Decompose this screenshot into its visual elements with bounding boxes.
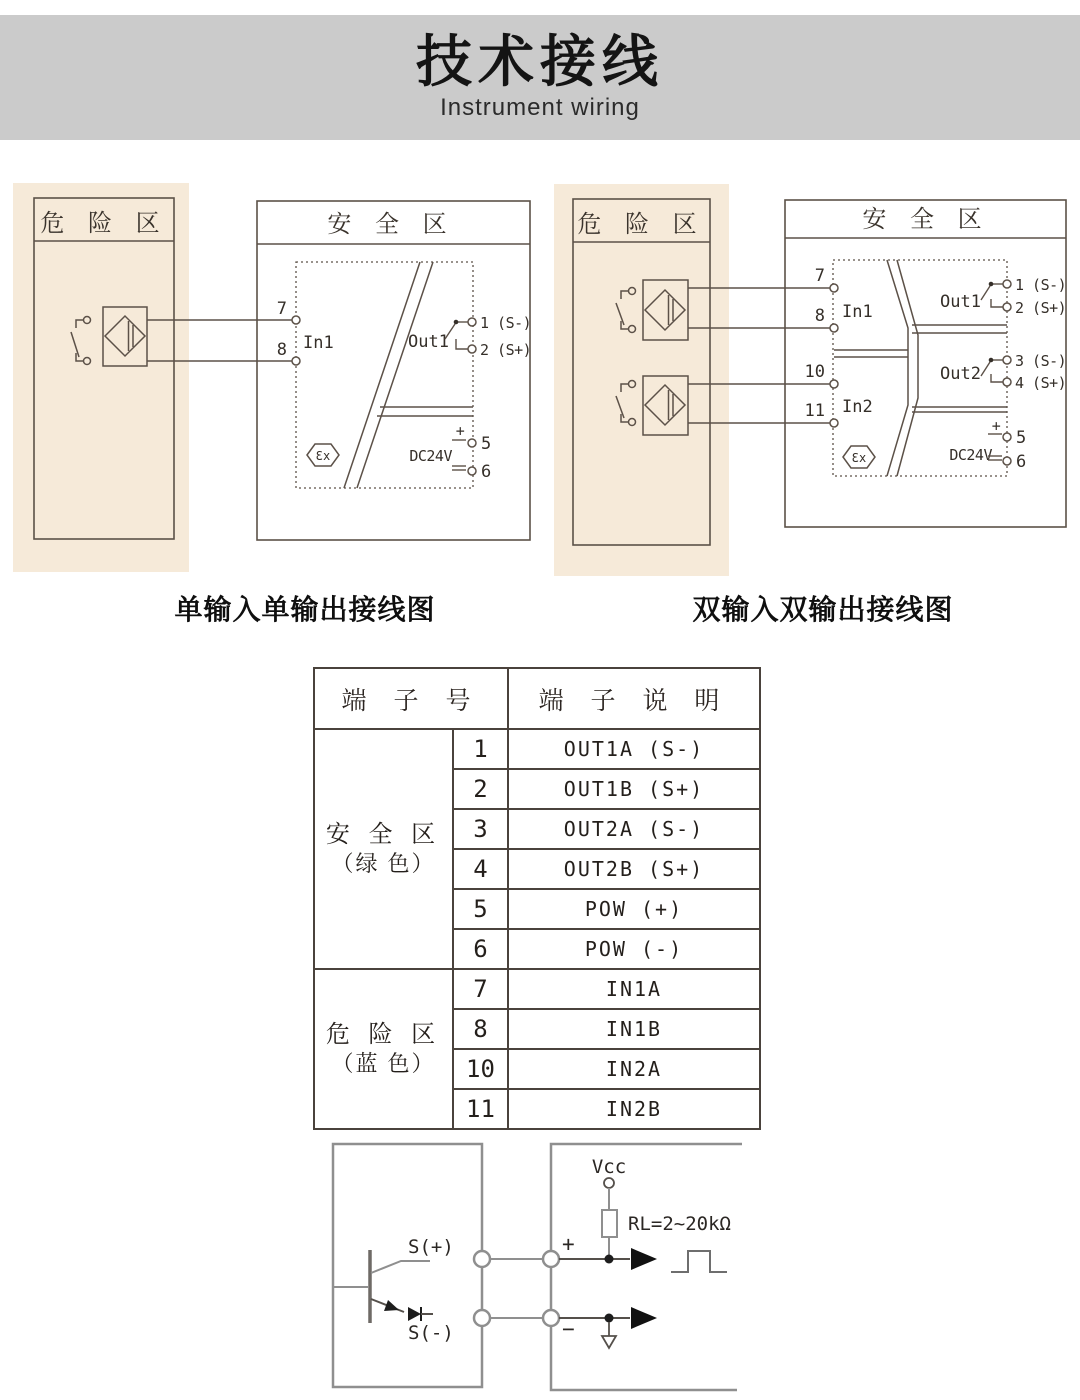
- terminal-4-label: 4 (S+): [1015, 374, 1067, 392]
- terminal-7-circle: [292, 316, 300, 324]
- column-header-terminal-description: 端 子 说 明: [508, 668, 760, 729]
- terminal-number: 10: [453, 1049, 508, 1089]
- left-terminal-plus-circle: [474, 1251, 490, 1267]
- terminal-description: OUT1B (S+): [508, 769, 760, 809]
- terminal-5-label: 5: [1016, 428, 1027, 448]
- zone-hazard-line1: 危 险 区: [325, 1021, 442, 1049]
- caption-single-io: 单输入单输出接线图: [174, 594, 436, 625]
- in1-label: In1: [303, 333, 334, 353]
- terminal-description: OUT2B (S+): [508, 849, 760, 889]
- zone-hazard-line2: （蓝 色）: [331, 1051, 436, 1077]
- terminal-link-wires: [490, 1259, 543, 1318]
- terminal-10-label: 10: [804, 362, 825, 382]
- out1-label: Out1: [408, 332, 449, 352]
- terminal-6-label: 6: [1016, 452, 1027, 472]
- terminal-2-circle: [468, 345, 476, 353]
- dc-plus-sign: +: [991, 417, 1001, 435]
- zone-safe-line1: 安 全 区: [325, 821, 442, 849]
- table-header-row: [314, 668, 760, 729]
- left-terminal-minus-circle: [474, 1310, 490, 1326]
- terminal-8-label: 8: [814, 306, 825, 326]
- zone-safe-line2: （绿 色）: [331, 851, 436, 877]
- ex-mark: Ɛx: [851, 451, 867, 465]
- zone-cell-safe: [314, 729, 453, 969]
- in2-label: In2: [842, 397, 873, 417]
- hazard-zone-title: 危 险 区: [577, 210, 705, 238]
- safe-zone-title: 安 全 区: [327, 210, 455, 238]
- hazard-zone-title: 危 险 区: [40, 209, 168, 237]
- in1-label: In1: [842, 302, 873, 322]
- diagram-dual-io: [540, 170, 1080, 590]
- ex-mark: Ɛx: [315, 449, 331, 463]
- minus-sign: −: [562, 1317, 575, 1341]
- vcc-terminal-circle: [604, 1178, 614, 1188]
- plus-output-arrow: [631, 1248, 657, 1270]
- ground-symbol: [602, 1322, 616, 1348]
- resistor-symbol: [602, 1210, 617, 1237]
- terminal-description: POW (+): [508, 889, 760, 929]
- terminal-2-circle: [1003, 303, 1011, 311]
- header-banner: [0, 15, 1080, 140]
- right-terminal-plus-circle: [543, 1251, 559, 1267]
- terminal-description: OUT2A (S-): [508, 809, 760, 849]
- terminal-description: OUT1A (S-): [508, 729, 760, 769]
- terminal-2-label: 2 (S+): [1015, 299, 1067, 317]
- terminal-7-label: 7: [276, 299, 287, 319]
- diagram-single-io: [0, 170, 540, 590]
- terminal-1-circle: [1003, 280, 1011, 288]
- circuit-right-box: [551, 1144, 742, 1390]
- circuit-left-box: [333, 1144, 482, 1387]
- terminal-5-circle: [468, 439, 476, 447]
- terminal-number: 1: [453, 729, 508, 769]
- diode-symbol: [408, 1307, 433, 1321]
- terminal-table: [313, 667, 761, 1130]
- dc24v-label: DC24V: [949, 446, 992, 464]
- terminal-5-circle: [1003, 433, 1011, 441]
- terminal-3-label: 3 (S-): [1015, 352, 1067, 370]
- out2-junction-dot: [989, 358, 994, 363]
- terminal-10-circle: [830, 380, 838, 388]
- terminal-number: 5: [453, 889, 508, 929]
- pulse-waveform-icon: [671, 1251, 727, 1272]
- terminal-description: IN2B: [508, 1089, 760, 1129]
- terminal-7-label: 7: [814, 266, 825, 286]
- dc-plus-sign: +: [455, 422, 465, 440]
- terminal-11-circle: [830, 419, 838, 427]
- terminal-number: 7: [453, 969, 508, 1009]
- terminal-6-label: 6: [481, 462, 492, 482]
- column-header-terminal-number: 端 子 号: [314, 668, 508, 729]
- page-title: 技术接线: [416, 30, 664, 94]
- terminal-description: POW (-): [508, 929, 760, 969]
- out1-junction-dot: [989, 282, 994, 287]
- table-row: [314, 969, 760, 1009]
- terminal-description: IN1A: [508, 969, 760, 1009]
- out1-label: Out1: [940, 292, 981, 312]
- terminal-1-label: 1 (S-): [480, 314, 532, 332]
- terminal-8-circle: [830, 324, 838, 332]
- terminal-1-circle: [468, 318, 476, 326]
- terminal-8-label: 8: [276, 340, 287, 360]
- terminal-6-circle: [1003, 457, 1011, 465]
- hazard-area-background: [554, 184, 729, 576]
- rl-value-label: RL=2~20kΩ: [628, 1213, 731, 1235]
- terminal-description: IN2A: [508, 1049, 760, 1089]
- minus-junction-dot: [605, 1314, 614, 1323]
- terminal-11-label: 11: [804, 401, 825, 421]
- emitter-arrow: [384, 1300, 399, 1311]
- output-circuit-diagram: [300, 1120, 780, 1400]
- terminal-1-label: 1 (S-): [1015, 276, 1067, 294]
- out1-junction-dot: [454, 320, 459, 325]
- terminal-number: 2: [453, 769, 508, 809]
- terminal-number: 8: [453, 1009, 508, 1049]
- terminal-number: 6: [453, 929, 508, 969]
- table-row: [314, 729, 760, 769]
- terminal-number: 3: [453, 809, 508, 849]
- terminal-8-circle: [292, 357, 300, 365]
- terminal-2-label: 2 (S+): [480, 341, 532, 359]
- plus-junction-dot: [605, 1255, 614, 1264]
- safe-zone-title: 安 全 区: [862, 205, 990, 233]
- terminal-3-circle: [1003, 356, 1011, 364]
- caption-dual-io: 双输入双输出接线图: [692, 594, 954, 625]
- plus-sign: +: [562, 1232, 575, 1256]
- page-subtitle: Instrument wiring: [440, 93, 640, 121]
- terminal-number: 4: [453, 849, 508, 889]
- minus-output-arrow: [631, 1307, 657, 1329]
- terminal-5-label: 5: [481, 434, 492, 454]
- terminal-4-circle: [1003, 378, 1011, 386]
- terminal-6-circle: [468, 467, 476, 475]
- terminal-description: IN1B: [508, 1009, 760, 1049]
- zone-cell-hazard: [314, 969, 453, 1129]
- safe-zone-box: [257, 201, 530, 540]
- s-plus-label: S(+): [408, 1236, 454, 1258]
- vcc-label: Vcc: [591, 1156, 627, 1178]
- out2-label: Out2: [940, 364, 981, 384]
- right-terminal-minus-circle: [543, 1310, 559, 1326]
- dc24v-label: DC24V: [409, 447, 452, 465]
- terminal-number: 11: [453, 1089, 508, 1129]
- s-minus-label: S(-): [408, 1322, 454, 1344]
- terminal-7-circle: [830, 284, 838, 292]
